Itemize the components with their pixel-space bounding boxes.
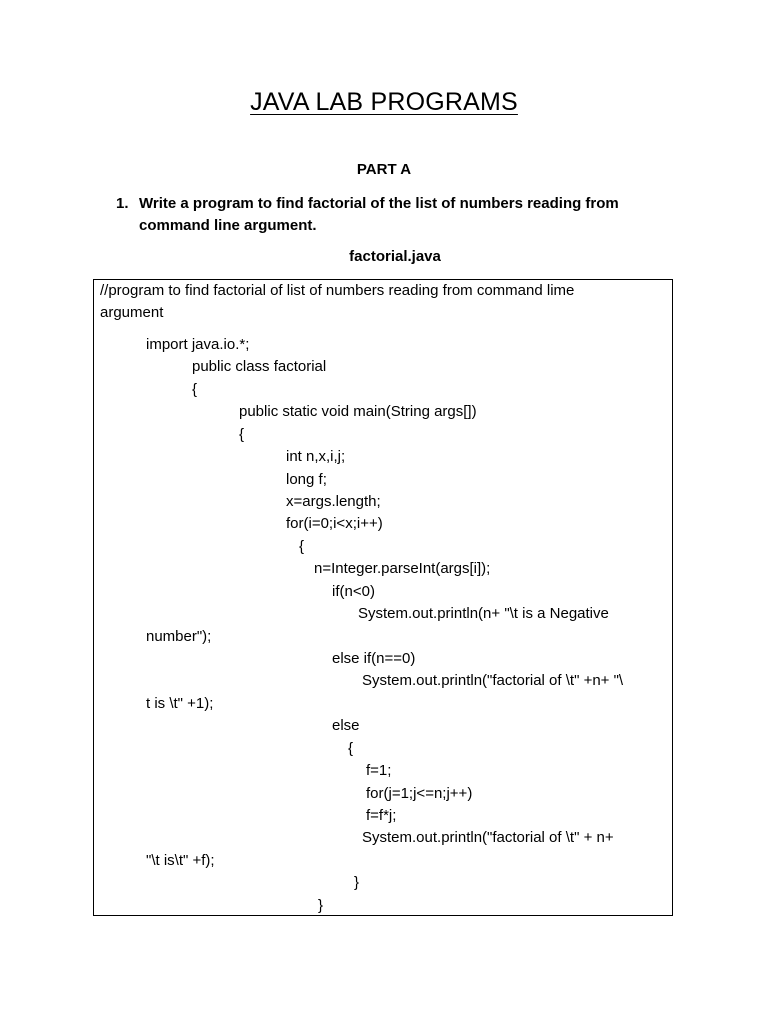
code-line: System.out.println("factorial of \t" +n+ "\ [362,672,624,689]
question-text: Write a program to find factorial of the list of numbers reading from command line argument. [139,195,619,234]
code-line: argument [100,304,164,321]
code-line: "\t is\t" +f); [146,852,215,869]
code-line: } [318,897,324,914]
code-line: for(i=0;i<x;i++) [286,515,383,532]
code-line: x=args.length; [286,493,381,510]
code-line: { [239,426,245,443]
code-line: int n,x,i,j; [286,448,346,465]
code-listing-box [93,279,673,916]
code-line: if(n<0) [332,583,375,600]
code-line: f=f*j; [366,807,397,824]
code-line: //program to find factorial of list of numbers reading from command lime [100,282,575,299]
code-line: for(j=1;j<=n;j++) [366,785,473,802]
code-line: { [348,740,354,757]
code-line: n=Integer.parseInt(args[i]); [314,560,491,577]
code-line: long f; [286,471,327,488]
code-line: public static void main(String args[]) [239,403,477,420]
code-line: import java.io.*; [146,336,250,353]
page-title: JAVA LAB PROGRAMS [250,88,518,116]
code-line: f=1; [366,762,392,779]
code-line: else [332,717,360,734]
part-heading: PART A [356,161,412,178]
question-number: 1. [116,195,129,212]
file-name-heading: factorial.java [349,248,441,265]
code-line: else if(n==0) [332,650,416,667]
code-line: t is \t" +1); [146,695,214,712]
code-line: System.out.println("factorial of \t" + n+ [362,829,614,846]
code-line: { [299,538,305,555]
code-line: public class factorial [192,358,327,375]
code-line: System.out.println(n+ "\t is a Negative [358,605,609,622]
code-line: number"); [146,628,212,645]
code-line: { [192,381,198,398]
question-item [116,193,676,237]
code-line: } [354,874,360,891]
